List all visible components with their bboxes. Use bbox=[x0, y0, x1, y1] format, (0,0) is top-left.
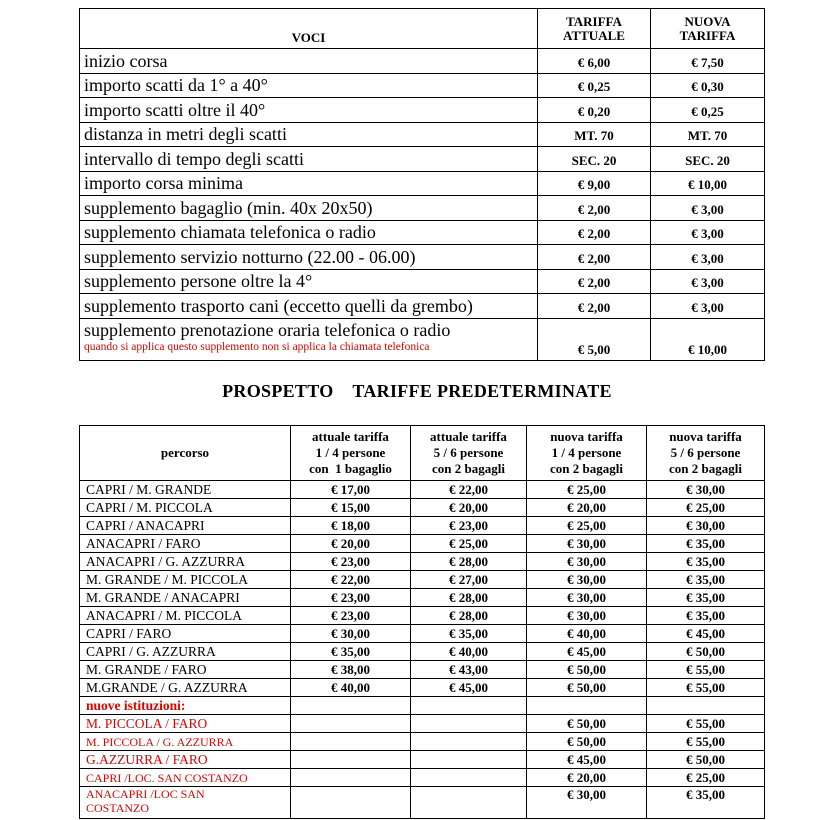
price-nuova-5-6: € 55,00 bbox=[647, 733, 765, 751]
header-col2 bbox=[411, 426, 527, 481]
header-col4 bbox=[647, 426, 765, 481]
price-attuale-5-6: € 23,00 bbox=[411, 517, 527, 535]
price-nuova-1-4: € 30,00 bbox=[527, 607, 647, 625]
tariffe-row-prenotazione bbox=[80, 318, 765, 360]
header-attuale-line1: TARIFFA bbox=[566, 13, 622, 29]
row-attuale: € 2,00 bbox=[538, 196, 651, 221]
route-cell: M. GRANDE / M. PICCOLA bbox=[80, 571, 291, 589]
table-row bbox=[80, 715, 765, 733]
tariffe-header-row bbox=[80, 9, 765, 49]
route-cell: CAPRI / M. GRANDE bbox=[80, 481, 291, 499]
section-row bbox=[80, 697, 765, 715]
table-row bbox=[80, 553, 765, 571]
price-nuova-5-6: € 25,00 bbox=[647, 499, 765, 517]
table-row bbox=[80, 589, 765, 607]
price-nuova-1-4: € 30,00 bbox=[527, 571, 647, 589]
row-nuova: € 3,00 bbox=[651, 196, 765, 221]
route-cell: CAPRI /LOC. SAN COSTANZO bbox=[80, 769, 291, 787]
header-nuova-line2: TARIFFA bbox=[679, 27, 736, 43]
price-nuova-1-4: € 30,00 bbox=[527, 553, 647, 571]
header-col3-line3: con 2 bagagli bbox=[550, 461, 623, 476]
price-attuale-1-4: € 23,00 bbox=[291, 553, 411, 571]
price-nuova-5-6: € 30,00 bbox=[647, 517, 765, 535]
header-col2-line2: 5 / 6 persone bbox=[433, 445, 504, 460]
route-line1: ANACAPRI /LOC SAN bbox=[86, 787, 205, 801]
section-label: nuove istituzioni: bbox=[80, 697, 291, 715]
header-col2-line1: attuale tariffa bbox=[430, 429, 507, 444]
row-note: quando si applica questo supplemento non si applica la chiamata telefonica bbox=[84, 340, 430, 353]
table-row bbox=[80, 98, 765, 123]
table-row bbox=[80, 535, 765, 553]
header-voci: VOCI bbox=[80, 9, 538, 49]
table-row bbox=[80, 245, 765, 270]
price-attuale-1-4: € 20,00 bbox=[291, 535, 411, 553]
price-attuale-1-4: € 30,00 bbox=[291, 625, 411, 643]
row-attuale: € 5,00 bbox=[538, 318, 651, 360]
price-nuova-1-4: € 50,00 bbox=[527, 733, 647, 751]
empty-cell bbox=[291, 769, 411, 787]
empty-cell bbox=[411, 751, 527, 769]
row-nuova: € 0,30 bbox=[651, 73, 765, 98]
header-col3 bbox=[527, 426, 647, 481]
row-attuale: € 2,00 bbox=[538, 294, 651, 319]
row-label: supplemento persone oltre la 4° bbox=[80, 269, 538, 294]
price-nuova-5-6: € 35,00 bbox=[647, 535, 765, 553]
route-cell: G.AZZURRA / FARO bbox=[80, 751, 291, 769]
row-label: importo corsa minima bbox=[80, 171, 538, 196]
empty-cell bbox=[291, 751, 411, 769]
row-label: intervallo di tempo degli scatti bbox=[80, 147, 538, 172]
prospetto-header-row bbox=[80, 426, 765, 481]
table-row bbox=[80, 220, 765, 245]
table-row bbox=[80, 517, 765, 535]
table-row bbox=[80, 294, 765, 319]
price-nuova-1-4: € 30,00 bbox=[527, 589, 647, 607]
header-col1-line3: con 1 bagaglio bbox=[309, 461, 392, 476]
price-nuova-5-6: € 35,00 bbox=[647, 607, 765, 625]
price-nuova-5-6: € 55,00 bbox=[647, 715, 765, 733]
empty-cell bbox=[291, 715, 411, 733]
row-label: supplemento servizio notturno (22.00 - 06.00) bbox=[80, 245, 538, 270]
empty-cell bbox=[291, 787, 411, 819]
table-row bbox=[80, 733, 765, 751]
row-label: supplemento chiamata telefonica o radio bbox=[80, 220, 538, 245]
row-nuova: € 3,00 bbox=[651, 269, 765, 294]
row-attuale: € 2,00 bbox=[538, 220, 651, 245]
price-attuale-1-4: € 40,00 bbox=[291, 679, 411, 697]
header-col4-line3: con 2 bagagli bbox=[669, 461, 742, 476]
header-nuova-tariffa bbox=[651, 9, 765, 49]
price-nuova-5-6: € 35,00 bbox=[647, 787, 765, 819]
table-row bbox=[80, 787, 765, 819]
table-row bbox=[80, 481, 765, 499]
route-cell: ANACAPRI / G. AZZURRA bbox=[80, 553, 291, 571]
price-attuale-5-6: € 28,00 bbox=[411, 553, 527, 571]
row-label bbox=[80, 318, 538, 360]
table-row bbox=[80, 643, 765, 661]
price-attuale-5-6: € 35,00 bbox=[411, 625, 527, 643]
row-nuova: € 3,00 bbox=[651, 220, 765, 245]
row-nuova: € 3,00 bbox=[651, 245, 765, 270]
route-cell bbox=[80, 787, 291, 819]
route-cell: CAPRI / M. PICCOLA bbox=[80, 499, 291, 517]
header-col3-line2: 1 / 4 persone bbox=[551, 445, 622, 460]
row-nuova: € 10,00 bbox=[651, 171, 765, 196]
price-nuova-1-4: € 25,00 bbox=[527, 517, 647, 535]
price-nuova-5-6: € 35,00 bbox=[647, 553, 765, 571]
route-cell: M.GRANDE / G. AZZURRA bbox=[80, 679, 291, 697]
table-row bbox=[80, 122, 765, 147]
row-attuale: SEC. 20 bbox=[538, 147, 651, 172]
price-attuale-1-4: € 35,00 bbox=[291, 643, 411, 661]
empty-cell bbox=[411, 715, 527, 733]
price-nuova-1-4: € 45,00 bbox=[527, 751, 647, 769]
price-attuale-1-4: € 15,00 bbox=[291, 499, 411, 517]
empty-cell bbox=[411, 733, 527, 751]
price-nuova-5-6: € 55,00 bbox=[647, 679, 765, 697]
price-attuale-1-4: € 23,00 bbox=[291, 589, 411, 607]
table-row bbox=[80, 751, 765, 769]
price-attuale-1-4: € 18,00 bbox=[291, 517, 411, 535]
price-attuale-1-4: € 17,00 bbox=[291, 481, 411, 499]
row-label: inizio corsa bbox=[80, 49, 538, 74]
header-nuova-line1: NUOVA bbox=[684, 13, 731, 29]
prospetto-title: PROSPETTO TARIFFE PREDETERMINATE bbox=[222, 381, 612, 401]
row-nuova: € 3,00 bbox=[651, 294, 765, 319]
price-nuova-1-4: € 45,00 bbox=[527, 643, 647, 661]
table-row bbox=[80, 661, 765, 679]
header-col2-line3: con 2 bagagli bbox=[432, 461, 505, 476]
row-label: importo scatti oltre il 40° bbox=[80, 98, 538, 123]
prospetto-table bbox=[79, 425, 765, 819]
empty-cell bbox=[647, 697, 765, 715]
row-label: supplemento trasporto cani (eccetto quelli da grembo) bbox=[80, 294, 538, 319]
price-nuova-5-6: € 35,00 bbox=[647, 589, 765, 607]
row-nuova: € 10,00 bbox=[651, 318, 765, 360]
price-nuova-1-4: € 50,00 bbox=[527, 715, 647, 733]
route-cell: CAPRI / FARO bbox=[80, 625, 291, 643]
header-col1 bbox=[291, 426, 411, 481]
price-attuale-1-4: € 23,00 bbox=[291, 607, 411, 625]
route-cell: M. GRANDE / ANACAPRI bbox=[80, 589, 291, 607]
table-row bbox=[80, 679, 765, 697]
table-row bbox=[80, 171, 765, 196]
price-nuova-5-6: € 45,00 bbox=[647, 625, 765, 643]
header-tariffa-attuale bbox=[538, 9, 651, 49]
price-attuale-5-6: € 40,00 bbox=[411, 643, 527, 661]
route-cell: CAPRI / G. AZZURRA bbox=[80, 643, 291, 661]
header-col4-line1: nuova tariffa bbox=[669, 429, 742, 444]
table-row bbox=[80, 625, 765, 643]
price-nuova-5-6: € 25,00 bbox=[647, 769, 765, 787]
row-attuale: MT. 70 bbox=[538, 122, 651, 147]
price-attuale-5-6: € 20,00 bbox=[411, 499, 527, 517]
header-col1-line2: 1 / 4 persone bbox=[315, 445, 386, 460]
header-percorso: percorso bbox=[80, 426, 291, 481]
empty-cell bbox=[411, 769, 527, 787]
row-label-text: supplemento prenotazione oraria telefonica o radio bbox=[84, 319, 451, 340]
route-cell: CAPRI / ANACAPRI bbox=[80, 517, 291, 535]
row-label: distanza in metri degli scatti bbox=[80, 122, 538, 147]
price-nuova-1-4: € 30,00 bbox=[527, 787, 647, 819]
price-attuale-5-6: € 25,00 bbox=[411, 535, 527, 553]
row-attuale: € 0,25 bbox=[538, 73, 651, 98]
table-row bbox=[80, 49, 765, 74]
row-label: supplemento bagaglio (min. 40x 20x50) bbox=[80, 196, 538, 221]
price-attuale-5-6: € 27,00 bbox=[411, 571, 527, 589]
price-nuova-5-6: € 50,00 bbox=[647, 751, 765, 769]
empty-cell bbox=[527, 697, 647, 715]
row-attuale: € 0,20 bbox=[538, 98, 651, 123]
row-label: importo scatti da 1° a 40° bbox=[80, 73, 538, 98]
row-nuova: € 0,25 bbox=[651, 98, 765, 123]
row-attuale: € 2,00 bbox=[538, 245, 651, 270]
header-col3-line1: nuova tariffa bbox=[550, 429, 623, 444]
price-nuova-5-6: € 55,00 bbox=[647, 661, 765, 679]
route-cell: ANACAPRI / M. PICCOLA bbox=[80, 607, 291, 625]
table-row bbox=[80, 147, 765, 172]
table-row bbox=[80, 769, 765, 787]
price-nuova-1-4: € 20,00 bbox=[527, 769, 647, 787]
price-nuova-1-4: € 50,00 bbox=[527, 661, 647, 679]
route-cell: M. PICCOLA / FARO bbox=[80, 715, 291, 733]
price-nuova-1-4: € 50,00 bbox=[527, 679, 647, 697]
row-nuova: MT. 70 bbox=[651, 122, 765, 147]
route-cell: ANACAPRI / FARO bbox=[80, 535, 291, 553]
table-row bbox=[80, 571, 765, 589]
route-cell: M. PICCOLA / G. AZZURRA bbox=[80, 733, 291, 751]
price-nuova-1-4: € 40,00 bbox=[527, 625, 647, 643]
table-row bbox=[80, 196, 765, 221]
header-attuale-line2: ATTUALE bbox=[563, 27, 625, 43]
route-cell: M. GRANDE / FARO bbox=[80, 661, 291, 679]
table-row bbox=[80, 73, 765, 98]
row-attuale: € 2,00 bbox=[538, 269, 651, 294]
header-col1-line1: attuale tariffa bbox=[312, 429, 389, 444]
price-nuova-5-6: € 35,00 bbox=[647, 571, 765, 589]
price-nuova-5-6: € 50,00 bbox=[647, 643, 765, 661]
row-attuale: € 9,00 bbox=[538, 171, 651, 196]
table-row bbox=[80, 269, 765, 294]
route-line2: COSTANZO bbox=[86, 801, 150, 815]
price-attuale-1-4: € 38,00 bbox=[291, 661, 411, 679]
row-nuova: SEC. 20 bbox=[651, 147, 765, 172]
price-attuale-5-6: € 43,00 bbox=[411, 661, 527, 679]
price-attuale-5-6: € 28,00 bbox=[411, 607, 527, 625]
row-nuova: € 7,50 bbox=[651, 49, 765, 74]
price-nuova-5-6: € 30,00 bbox=[647, 481, 765, 499]
tariffe-table bbox=[79, 8, 765, 361]
header-col4-line2: 5 / 6 persone bbox=[670, 445, 741, 460]
empty-cell bbox=[291, 733, 411, 751]
table-row bbox=[80, 499, 765, 517]
price-nuova-1-4: € 30,00 bbox=[527, 535, 647, 553]
empty-cell bbox=[291, 697, 411, 715]
empty-cell bbox=[411, 787, 527, 819]
price-attuale-5-6: € 28,00 bbox=[411, 589, 527, 607]
price-attuale-5-6: € 45,00 bbox=[411, 679, 527, 697]
price-nuova-1-4: € 25,00 bbox=[527, 481, 647, 499]
price-attuale-1-4: € 22,00 bbox=[291, 571, 411, 589]
table-row bbox=[80, 607, 765, 625]
row-attuale: € 6,00 bbox=[538, 49, 651, 74]
price-attuale-5-6: € 22,00 bbox=[411, 481, 527, 499]
empty-cell bbox=[411, 697, 527, 715]
price-nuova-1-4: € 20,00 bbox=[527, 499, 647, 517]
